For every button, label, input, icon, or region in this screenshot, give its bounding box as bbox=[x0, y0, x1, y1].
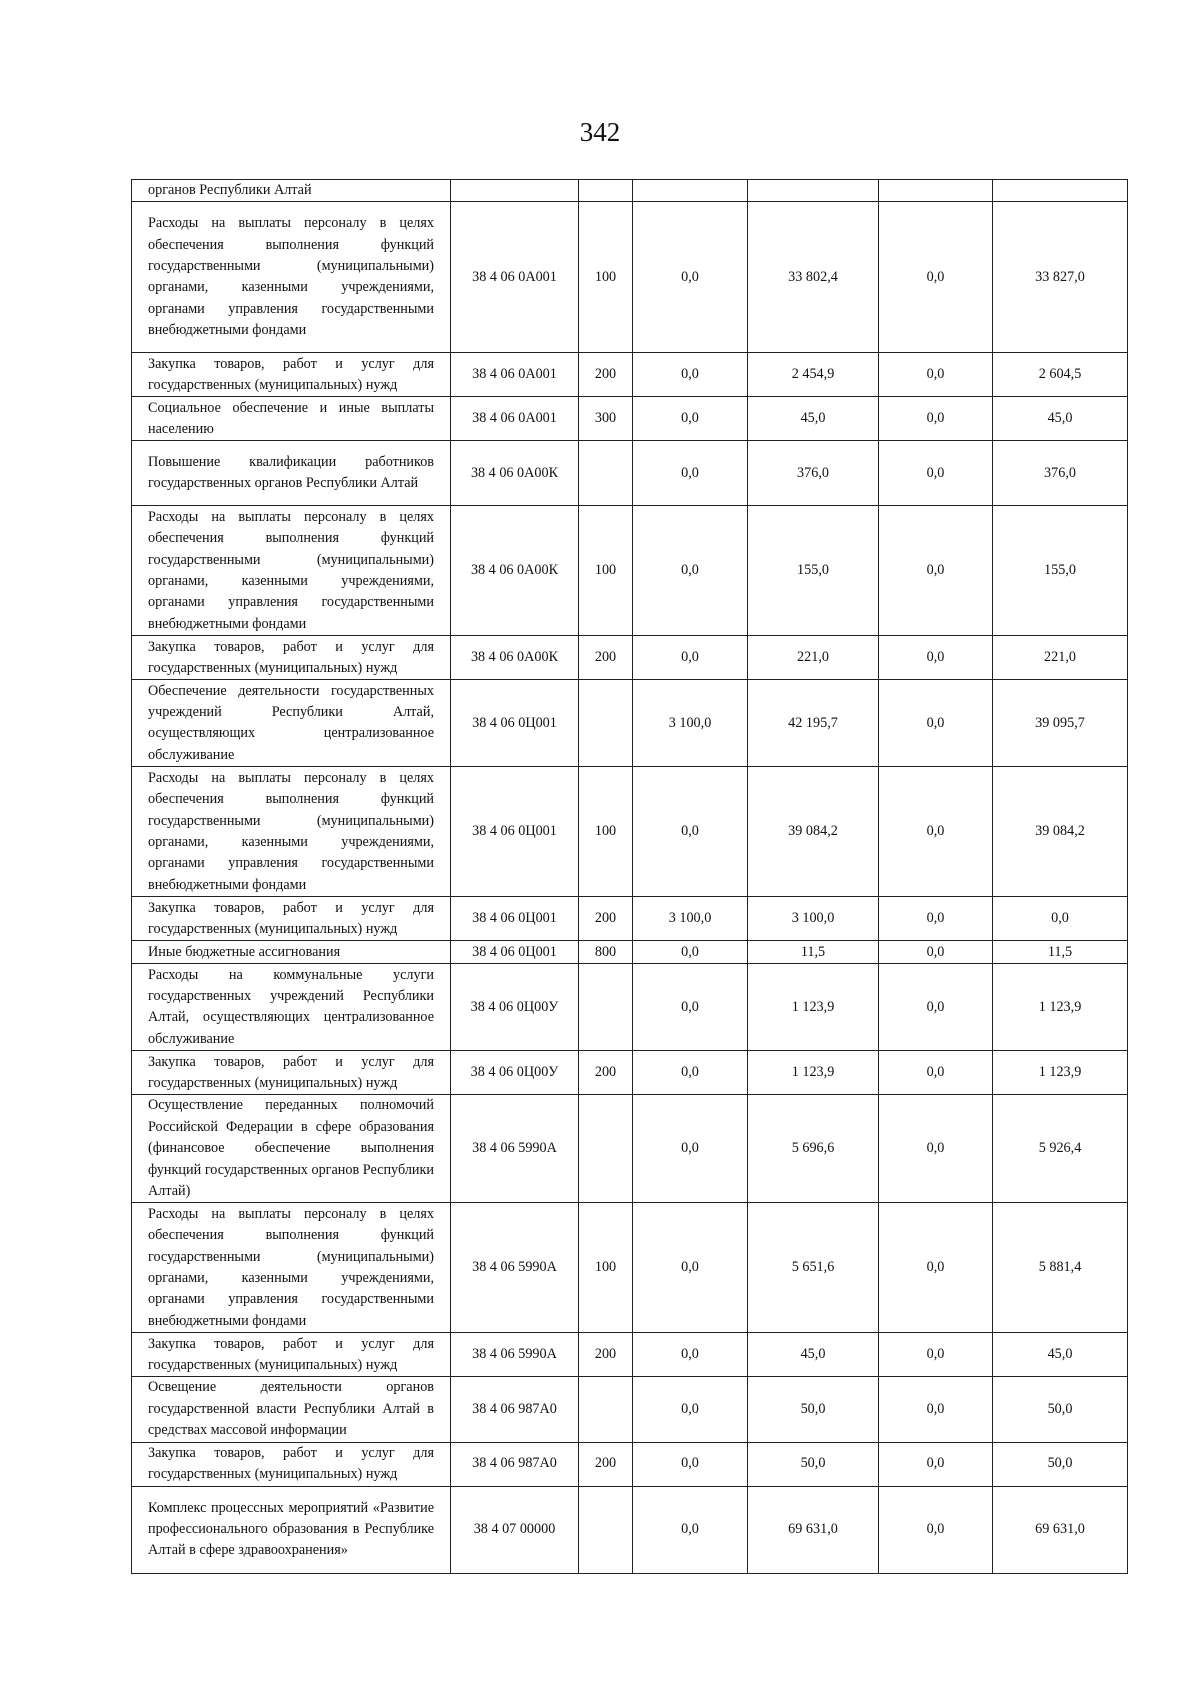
amount-cell: 0,0 bbox=[879, 353, 993, 397]
expense-name-cell: Социальное обеспечение и иные выплаты населению bbox=[132, 397, 451, 441]
expense-type-cell: 200 bbox=[579, 1442, 633, 1486]
amount-cell: 221,0 bbox=[993, 636, 1128, 680]
table-row bbox=[132, 506, 1128, 636]
amount-cell: 155,0 bbox=[993, 506, 1128, 636]
target-article-code-cell: 38 4 06 0Ц001 bbox=[451, 897, 579, 941]
expense-name-cell: Комплекс процессных мероприятий «Развитие профессионального образования в Республике Алтай в сфере здравоохранения» bbox=[132, 1486, 451, 1573]
table-row bbox=[132, 767, 1128, 897]
table-row bbox=[132, 202, 1128, 353]
amount-cell: 0,0 bbox=[633, 941, 748, 964]
amount-cell: 0,0 bbox=[633, 1051, 748, 1095]
amount-cell: 0,0 bbox=[879, 767, 993, 897]
expense-name-cell: Расходы на коммунальные услуги государственных учреждений Республики Алтай, осуществляющих централизованное обслуживание bbox=[132, 964, 451, 1051]
table-row bbox=[132, 941, 1128, 964]
table-row bbox=[132, 1333, 1128, 1377]
target-article-code-cell: 38 4 06 0Ц00У bbox=[451, 964, 579, 1051]
amount-cell: 0,0 bbox=[879, 941, 993, 964]
amount-cell: 33 827,0 bbox=[993, 202, 1128, 353]
expense-type-cell: 100 bbox=[579, 767, 633, 897]
target-article-code-cell: 38 4 06 0А00К bbox=[451, 441, 579, 506]
page-number: 342 bbox=[579, 117, 621, 147]
expense-name-cell: Осуществление переданных полномочий Российской Федерации в сфере образования (финансовое обеспечение выполнения функций государственных органов Республики Алтай) bbox=[132, 1095, 451, 1203]
expense-type-cell bbox=[579, 180, 633, 202]
target-article-code-cell: 38 4 06 0Ц001 bbox=[451, 941, 579, 964]
expense-type-cell bbox=[579, 680, 633, 767]
table-row bbox=[132, 680, 1128, 767]
amount-cell: 0,0 bbox=[879, 1442, 993, 1486]
table-row bbox=[132, 1051, 1128, 1095]
amount-cell: 0,0 bbox=[633, 1095, 748, 1203]
amount-cell bbox=[993, 180, 1128, 202]
target-article-code-cell: 38 4 06 0Ц00У bbox=[451, 1051, 579, 1095]
target-article-code-cell: 38 4 06 0А001 bbox=[451, 397, 579, 441]
amount-cell: 0,0 bbox=[879, 1333, 993, 1377]
amount-cell: 5 696,6 bbox=[748, 1095, 879, 1203]
table-row bbox=[132, 180, 1128, 202]
amount-cell: 0,0 bbox=[633, 353, 748, 397]
amount-cell: 0,0 bbox=[633, 202, 748, 353]
amount-cell bbox=[879, 180, 993, 202]
amount-cell: 1 123,9 bbox=[748, 964, 879, 1051]
amount-cell: 376,0 bbox=[748, 441, 879, 506]
amount-cell: 1 123,9 bbox=[993, 1051, 1128, 1095]
amount-cell: 50,0 bbox=[748, 1442, 879, 1486]
amount-cell bbox=[633, 180, 748, 202]
expense-name-cell: Закупка товаров, работ и услуг для государственных (муниципальных) нужд bbox=[132, 1333, 451, 1377]
amount-cell: 0,0 bbox=[879, 1486, 993, 1573]
amount-cell bbox=[748, 180, 879, 202]
expense-name-cell: Расходы на выплаты персоналу в целях обеспечения выполнения функций государственными (муниципальными) органами, казенными учреждениями, органами управления государственными внебюджетными фондами bbox=[132, 1203, 451, 1333]
amount-cell: 0,0 bbox=[633, 1486, 748, 1573]
expense-name-cell: Закупка товаров, работ и услуг для государственных (муниципальных) нужд bbox=[132, 1442, 451, 1486]
expense-type-cell: 200 bbox=[579, 1333, 633, 1377]
amount-cell: 0,0 bbox=[633, 1377, 748, 1442]
amount-cell: 50,0 bbox=[748, 1377, 879, 1442]
budget-table bbox=[131, 179, 1128, 1574]
table-row bbox=[132, 397, 1128, 441]
amount-cell: 3 100,0 bbox=[748, 897, 879, 941]
amount-cell: 0,0 bbox=[633, 767, 748, 897]
table-row bbox=[132, 1377, 1128, 1442]
expense-type-cell: 300 bbox=[579, 397, 633, 441]
amount-cell: 0,0 bbox=[879, 1203, 993, 1333]
expense-type-cell bbox=[579, 964, 633, 1051]
amount-cell: 39 084,2 bbox=[748, 767, 879, 897]
target-article-code-cell: 38 4 06 987А0 bbox=[451, 1377, 579, 1442]
expense-name-cell: Освещение деятельности органов государственной власти Республики Алтай в средствах массовой информации bbox=[132, 1377, 451, 1442]
amount-cell: 39 095,7 bbox=[993, 680, 1128, 767]
target-article-code-cell: 38 4 06 0Ц001 bbox=[451, 767, 579, 897]
amount-cell: 0,0 bbox=[879, 202, 993, 353]
table-row bbox=[132, 636, 1128, 680]
amount-cell: 0,0 bbox=[879, 506, 993, 636]
amount-cell: 0,0 bbox=[879, 680, 993, 767]
amount-cell: 1 123,9 bbox=[748, 1051, 879, 1095]
expense-name-cell: Повышение квалификации работников государственных органов Республики Алтай bbox=[132, 441, 451, 506]
amount-cell: 39 084,2 bbox=[993, 767, 1128, 897]
expense-type-cell bbox=[579, 1377, 633, 1442]
amount-cell: 0,0 bbox=[993, 897, 1128, 941]
target-article-code-cell: 38 4 06 0А00К bbox=[451, 636, 579, 680]
expense-type-cell: 200 bbox=[579, 353, 633, 397]
table-row bbox=[132, 1442, 1128, 1486]
target-article-code-cell: 38 4 06 5990А bbox=[451, 1203, 579, 1333]
expense-name-cell: Расходы на выплаты персоналу в целях обеспечения выполнения функций государственными (муниципальными) органами, казенными учреждениями, органами управления государственными внебюджетными фондами bbox=[132, 202, 451, 353]
target-article-code-cell: 38 4 06 5990А bbox=[451, 1095, 579, 1203]
amount-cell: 0,0 bbox=[879, 897, 993, 941]
expense-name-cell: Расходы на выплаты персоналу в целях обеспечения выполнения функций государственными (муниципальными) органами, казенными учреждениями, органами управления государственными внебюджетными фондами bbox=[132, 506, 451, 636]
amount-cell: 0,0 bbox=[633, 964, 748, 1051]
amount-cell: 0,0 bbox=[879, 964, 993, 1051]
target-article-code-cell: 38 4 06 0А00К bbox=[451, 506, 579, 636]
expense-name-cell: Закупка товаров, работ и услуг для государственных (муниципальных) нужд bbox=[132, 636, 451, 680]
amount-cell: 0,0 bbox=[879, 1051, 993, 1095]
target-article-code-cell: 38 4 06 987А0 bbox=[451, 1442, 579, 1486]
target-article-code-cell: 38 4 06 0Ц001 bbox=[451, 680, 579, 767]
table-row bbox=[132, 1486, 1128, 1573]
amount-cell: 0,0 bbox=[633, 1333, 748, 1377]
amount-cell: 2 454,9 bbox=[748, 353, 879, 397]
target-article-code-cell bbox=[451, 180, 579, 202]
expense-type-cell: 100 bbox=[579, 506, 633, 636]
expense-type-cell bbox=[579, 441, 633, 506]
amount-cell: 45,0 bbox=[748, 1333, 879, 1377]
expense-type-cell: 800 bbox=[579, 941, 633, 964]
table-row bbox=[132, 897, 1128, 941]
amount-cell: 69 631,0 bbox=[993, 1486, 1128, 1573]
amount-cell: 376,0 bbox=[993, 441, 1128, 506]
amount-cell: 0,0 bbox=[879, 397, 993, 441]
expense-type-cell bbox=[579, 1095, 633, 1203]
amount-cell: 5 651,6 bbox=[748, 1203, 879, 1333]
amount-cell: 3 100,0 bbox=[633, 680, 748, 767]
amount-cell: 33 802,4 bbox=[748, 202, 879, 353]
expense-name-cell: Иные бюджетные ассигнования bbox=[132, 941, 451, 964]
amount-cell: 2 604,5 bbox=[993, 353, 1128, 397]
amount-cell: 50,0 bbox=[993, 1442, 1128, 1486]
amount-cell: 0,0 bbox=[879, 1095, 993, 1203]
expense-name-cell: Обеспечение деятельности государственных учреждений Республики Алтай, осуществляющих централизованное обслуживание bbox=[132, 680, 451, 767]
amount-cell: 0,0 bbox=[633, 1442, 748, 1486]
amount-cell: 45,0 bbox=[748, 397, 879, 441]
amount-cell: 1 123,9 bbox=[993, 964, 1128, 1051]
amount-cell: 45,0 bbox=[993, 1333, 1128, 1377]
amount-cell: 50,0 bbox=[993, 1377, 1128, 1442]
target-article-code-cell: 38 4 06 0А001 bbox=[451, 202, 579, 353]
amount-cell: 0,0 bbox=[633, 441, 748, 506]
amount-cell: 45,0 bbox=[993, 397, 1128, 441]
target-article-code-cell: 38 4 07 00000 bbox=[451, 1486, 579, 1573]
expense-name-cell: Закупка товаров, работ и услуг для государственных (муниципальных) нужд bbox=[132, 897, 451, 941]
amount-cell: 0,0 bbox=[879, 441, 993, 506]
amount-cell: 5 881,4 bbox=[993, 1203, 1128, 1333]
amount-cell: 5 926,4 bbox=[993, 1095, 1128, 1203]
expense-type-cell bbox=[579, 1486, 633, 1573]
expense-type-cell: 200 bbox=[579, 1051, 633, 1095]
expense-name-cell: органов Республики Алтай bbox=[132, 180, 451, 202]
table-row bbox=[132, 441, 1128, 506]
expense-type-cell: 100 bbox=[579, 202, 633, 353]
expense-type-cell: 200 bbox=[579, 897, 633, 941]
amount-cell: 3 100,0 bbox=[633, 897, 748, 941]
amount-cell: 42 195,7 bbox=[748, 680, 879, 767]
target-article-code-cell: 38 4 06 0А001 bbox=[451, 353, 579, 397]
amount-cell: 0,0 bbox=[879, 1377, 993, 1442]
amount-cell: 11,5 bbox=[748, 941, 879, 964]
amount-cell: 0,0 bbox=[633, 506, 748, 636]
target-article-code-cell: 38 4 06 5990А bbox=[451, 1333, 579, 1377]
amount-cell: 0,0 bbox=[633, 1203, 748, 1333]
expense-type-cell: 200 bbox=[579, 636, 633, 680]
amount-cell: 0,0 bbox=[879, 636, 993, 680]
table-row bbox=[132, 964, 1128, 1051]
table-row bbox=[132, 353, 1128, 397]
amount-cell: 155,0 bbox=[748, 506, 879, 636]
expense-name-cell: Закупка товаров, работ и услуг для государственных (муниципальных) нужд bbox=[132, 353, 451, 397]
expense-name-cell: Закупка товаров, работ и услуг для государственных (муниципальных) нужд bbox=[132, 1051, 451, 1095]
table-row bbox=[132, 1095, 1128, 1203]
amount-cell: 0,0 bbox=[633, 636, 748, 680]
table-row bbox=[132, 1203, 1128, 1333]
amount-cell: 69 631,0 bbox=[748, 1486, 879, 1573]
expense-type-cell: 100 bbox=[579, 1203, 633, 1333]
amount-cell: 0,0 bbox=[633, 397, 748, 441]
expense-name-cell: Расходы на выплаты персоналу в целях обеспечения выполнения функций государственными (муниципальными) органами, казенными учреждениями, органами управления государственными внебюджетными фондами bbox=[132, 767, 451, 897]
amount-cell: 11,5 bbox=[993, 941, 1128, 964]
amount-cell: 221,0 bbox=[748, 636, 879, 680]
